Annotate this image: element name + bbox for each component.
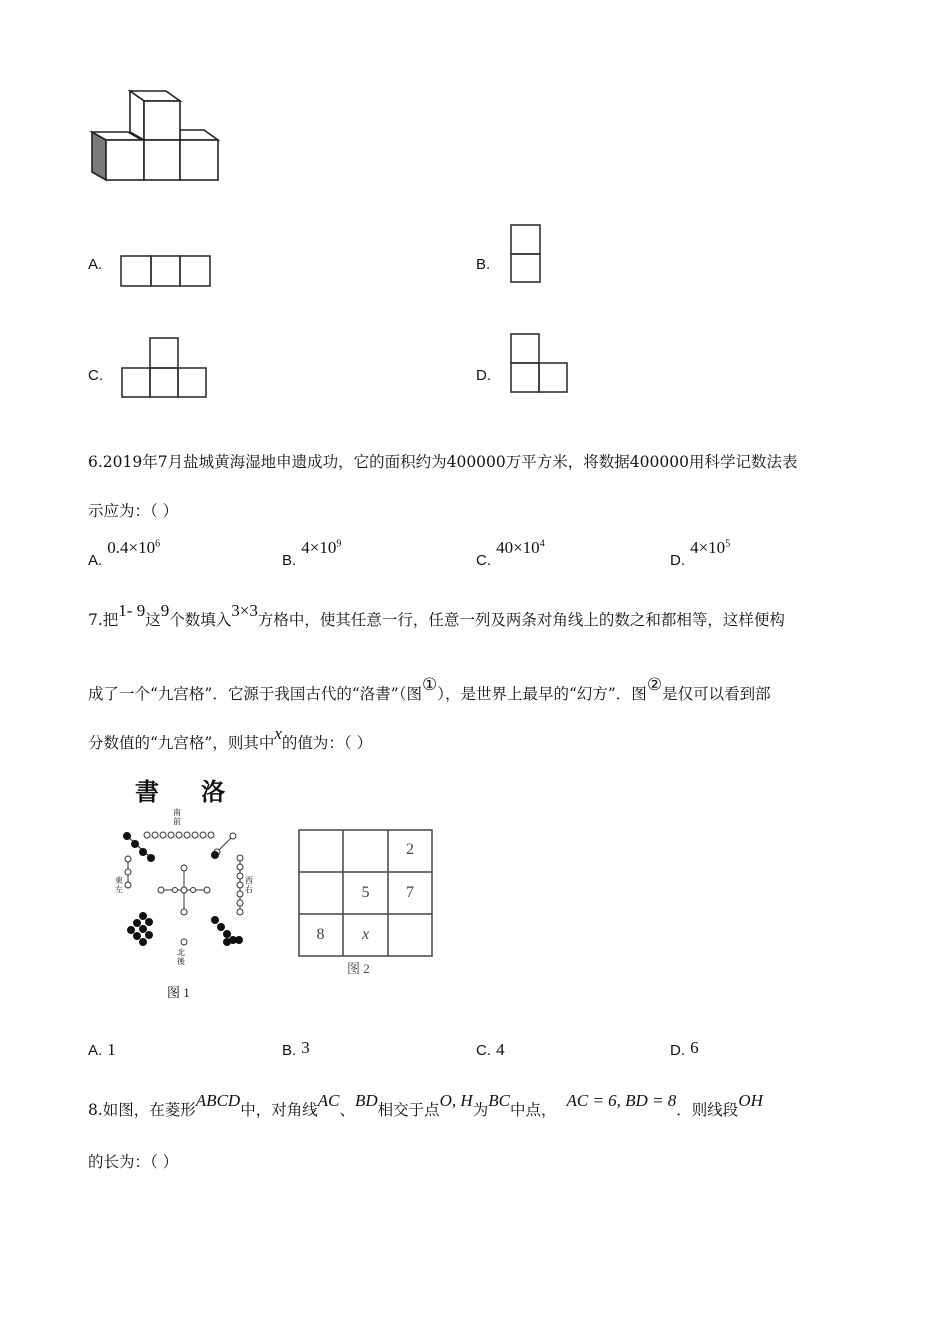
q7-text-i: 的值为：（ ） [281,734,373,752]
q8-rhombus: ABCD [195,1091,241,1110]
q8-question-line-2: 的长为：（ ） [88,1153,179,1171]
q7-option-d[interactable] [670,1038,699,1058]
luoshu-title-left: 書 [135,780,159,806]
q5-option-a-label[interactable]: A. [88,256,103,273]
q6-option-a-exp: 6 [155,538,161,550]
q7-text-b: 这 [145,611,161,629]
q6-option-a[interactable] [88,538,161,569]
luoshu-label-west: 西右 [245,876,253,894]
q7-option-a-label: A. [88,1042,103,1059]
q7-option-c[interactable] [476,1040,505,1060]
q7-text-c: 个数填入 [169,611,232,629]
luoshu-label-north: 北後 [177,948,185,966]
q8-text-d: 为 [472,1101,489,1119]
q7-circled-1: ① [421,675,438,694]
luoshu-caption: 图 1 [167,985,190,1000]
q5-option-b-label[interactable]: B. [476,256,491,273]
q7-question-line-2 [88,675,771,704]
q6-option-d-label: D. [670,552,685,569]
q8-text-b: 中，对角线 [240,1101,318,1119]
q7-text-a: 7.把 [88,611,119,629]
q7-variable-x: x [274,724,282,743]
q7-text-h: 分数值的“九宫格”，则其中 [88,734,275,752]
q8-text-f: ．则线段 [676,1101,739,1119]
q8-bc: BC [488,1091,510,1110]
q7-option-c-label: C. [476,1042,491,1059]
luoshu-label-east: 東左 [115,876,123,894]
q6-option-c[interactable] [476,538,545,569]
magic-cell: 7 [406,884,414,901]
q5-option-c-label[interactable]: C. [88,367,103,384]
q6-option-c-exp: 4 [539,538,545,550]
q8-equation: AC = 6, BD = 8 [566,1091,677,1110]
q7-option-b-value: 3 [301,1038,310,1057]
q7-grid-size: 3×3 [231,601,258,620]
q7-text-e: 成了一个“九宫格”．它源于我国古代的“洛書”（图 [88,685,422,703]
luoshu-title-right: 洛 [201,780,225,806]
q7-text-d: 方格中，使其任意一行，任意一列及两条对角线上的数之和都相等，这样便构 [257,611,785,629]
q5-option-b-figure[interactable] [510,224,542,284]
q6-option-b-label: B. [282,552,297,569]
q6-question-line-1: 6.2019年7月盐城黄海湿地申遗成功，它的面积约为400000万平方米，将数据400000用科学记数法表 [88,453,798,471]
q5-cube-figure [88,88,223,183]
q7-range: 1- 9 [118,601,146,620]
q7-magic-square [298,829,434,959]
q6-option-d-base: 4×10 [690,538,726,557]
q7-option-c-value: 4 [496,1040,505,1059]
q5-option-d-label[interactable]: D. [476,367,491,384]
q6-option-d[interactable] [670,538,731,569]
q6-option-a-label: A. [88,552,103,569]
q7-option-d-value: 6 [690,1038,699,1057]
luoshu-label-south: 南前 [173,808,181,826]
q7-option-a[interactable] [88,1040,116,1060]
q6-option-b-base: 4×10 [301,538,337,557]
magic-cell: 2 [406,841,414,858]
magic-cell: x [361,926,370,943]
luoshu-dot-diagram [105,772,275,1000]
q7-option-b[interactable] [282,1038,310,1058]
q6-question-line-2: 示应为：（ ） [88,502,179,520]
q7-text-g: 是仅可以看到部 [662,685,771,703]
q6-option-d-exp: 5 [725,538,731,550]
q7-text-f: ），是世界上最早的“幻方”．图 [437,685,647,703]
q7-nine: 9 [160,601,170,620]
q6-option-c-base: 40×10 [496,538,540,557]
q8-bd: BD [354,1091,378,1110]
q8-text-e: 中点， [509,1101,557,1119]
q7-option-a-value: 1 [107,1040,116,1059]
q8-question-line-1 [88,1091,763,1120]
q5-option-c-figure[interactable] [120,337,210,399]
q7-question-line-3 [88,724,373,753]
q8-oh-points: O, H [439,1091,473,1110]
q7-option-b-label: B. [282,1042,297,1059]
q6-option-b[interactable] [282,538,342,569]
q7-luoshu-figure [105,772,275,1000]
q6-option-c-label: C. [476,552,491,569]
q8-sep: 、 [339,1101,355,1119]
magic-cell: 8 [316,926,325,943]
q7-option-d-label: D. [670,1042,685,1059]
q8-text-a: 8.如图，在菱形 [88,1101,196,1119]
magic-square-caption: 图 2 [347,961,370,976]
magic-cell: 5 [361,884,370,901]
q7-question-line-1 [88,601,785,630]
q8-text-c: 相交于点 [377,1101,440,1119]
q7-circled-2: ② [646,675,663,694]
q8-ac: AC [317,1091,340,1110]
q8-segment: OH [738,1091,763,1110]
q5-option-a-figure[interactable] [120,255,212,287]
q6-option-b-exp: 9 [336,538,342,550]
q5-option-d-figure[interactable] [510,333,570,395]
q6-option-a-base: 0.4×10 [107,538,156,557]
